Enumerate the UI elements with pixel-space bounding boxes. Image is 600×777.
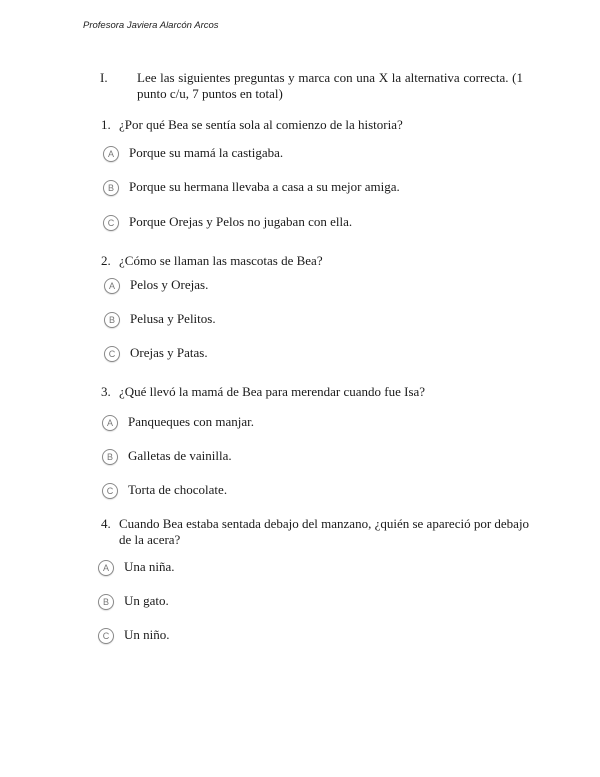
question-number: 1. <box>101 117 111 132</box>
option-circle-b-icon[interactable]: B <box>98 594 114 610</box>
question-3 <box>101 384 531 400</box>
question-2 <box>101 253 531 269</box>
option-circle-c-icon[interactable]: C <box>98 628 114 644</box>
question-text: ¿Cómo se llaman las mascotas de Bea? <box>119 253 323 268</box>
question-1 <box>101 117 531 133</box>
question-number: 4. <box>101 516 111 531</box>
option-circle-b-icon[interactable]: B <box>104 312 120 328</box>
option-text: Orejas y Patas. <box>130 345 208 360</box>
section-numeral: I. <box>100 70 108 85</box>
option-text: Galletas de vainilla. <box>128 448 232 463</box>
option-circle-c-icon[interactable]: C <box>104 346 120 362</box>
option-circle-a-icon[interactable]: A <box>103 146 119 162</box>
question-text: ¿Por qué Bea se sentía sola al comienzo de la historia? <box>119 117 403 132</box>
question-text: ¿Qué llevó la mamá de Bea para merendar cuando fue Isa? <box>119 384 426 399</box>
option-text: Una niña. <box>124 559 175 574</box>
option-circle-a-icon[interactable]: A <box>98 560 114 576</box>
option-circle-b-icon[interactable]: B <box>102 449 118 465</box>
question-text-line2: de la acera? <box>119 532 181 547</box>
question-4 <box>101 516 541 548</box>
option-text: Un niño. <box>124 627 170 642</box>
option-text: Torta de chocolate. <box>128 482 228 497</box>
option-text: Panqueques con manjar. <box>128 414 254 429</box>
option-circle-a-icon[interactable]: A <box>104 278 120 294</box>
question-number: 2. <box>101 253 111 268</box>
page-header-author: Profesora Javiera Alarcón Arcos <box>83 20 219 31</box>
option-circle-b-icon[interactable]: B <box>103 180 119 196</box>
option-circle-c-icon[interactable]: C <box>103 215 119 231</box>
question-text-line1: Cuando Bea estaba sentada debajo del manzano, ¿quién se apareció por debajo <box>119 516 530 531</box>
option-text: Porque Orejas y Pelos no jugaban con ella. <box>129 214 353 229</box>
option-circle-a-icon[interactable]: A <box>102 415 118 431</box>
section-instruction: Lee las siguientes preguntas y marca con una X la alternativa correcta. (1 punto c/u, 7 puntos en total) <box>137 70 523 101</box>
question-number: 3. <box>101 384 111 399</box>
option-text: Pelusa y Pelitos. <box>130 311 216 326</box>
option-text: Porque su hermana llevaba a casa a su mejor amiga. <box>129 179 400 194</box>
option-circle-c-icon[interactable]: C <box>102 483 118 499</box>
option-text: Pelos y Orejas. <box>130 277 209 292</box>
option-text: Un gato. <box>124 593 169 608</box>
option-text: Porque su mamá la castigaba. <box>129 145 284 160</box>
